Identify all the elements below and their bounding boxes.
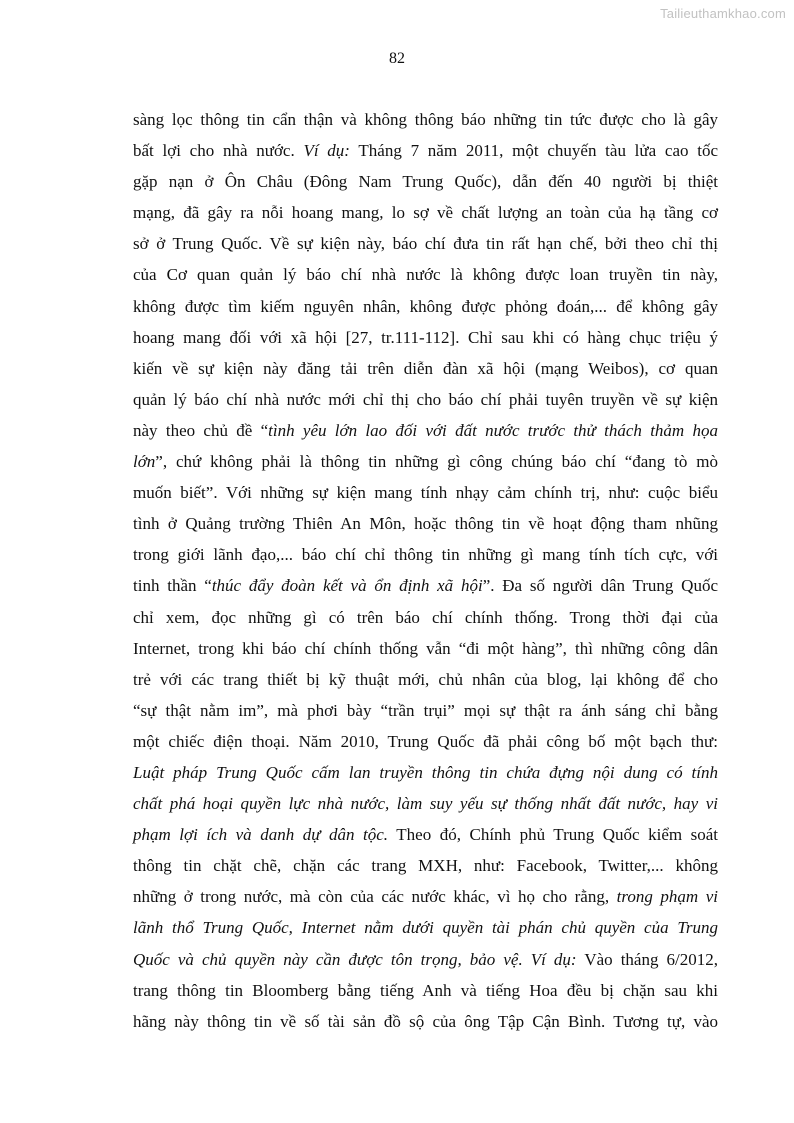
text-segment: kiến về sự kiện này đăng tải trên diễn đàn xã hội (mạng Weibos), cơ quan: [133, 358, 718, 378]
text-line: [133, 322, 718, 353]
text-segment: trẻ với các trang thiết bị kỹ thuật mới, chủ nhân của blog, lại không để cho: [133, 669, 718, 689]
text-line: [133, 602, 718, 633]
text-line: [133, 757, 718, 788]
text-segment: ”. Đa số người dân Trung Quốc: [482, 576, 719, 596]
text-segment: Internet, trong khi báo chí chính thống vẫn “đi một hàng”, thì những công dân: [133, 638, 718, 658]
text-line: [133, 788, 718, 819]
text-segment: tình ở Quảng trường Thiên An Môn, hoặc thông tin về hoạt động tham nhũng: [133, 514, 718, 534]
text-line: [133, 881, 718, 912]
text-line: [133, 446, 718, 477]
text-line: [133, 819, 718, 850]
text-segment: chỉ xem, đọc những gì có trên báo chí chính thống. Trong thời đại của: [133, 607, 718, 627]
text-segment: của Cơ quan quản lý báo chí nhà nước là không được loan truyền tin này,: [133, 265, 718, 285]
text-line: [133, 850, 718, 881]
text-segment: Tháng 7 năm 2011, một chuyến tàu lửa cao tốc: [349, 141, 718, 161]
text-segment: này theo chủ đề “: [133, 420, 269, 440]
text-line: [133, 664, 718, 695]
text-segment: mạng, đã gây ra nỗi hoang mang, lo sợ về chất lượng an toàn của hạ tầng cơ: [133, 203, 718, 223]
text-segment: gặp nạn ở Ôn Châu (Đông Nam Trung Quốc), dẫn đến 40 người bị thiệt: [133, 172, 718, 192]
text-line: [133, 228, 718, 259]
text-segment: sàng lọc thông tin cẩn thận và không thông báo những tin tức được cho là gây: [133, 110, 718, 129]
text-line: [133, 633, 718, 664]
text-line: [133, 259, 718, 290]
text-segment: Vào tháng 6/2012,: [576, 949, 719, 969]
text-line: [133, 944, 718, 975]
text-segment: sở ở Trung Quốc. Về sự kiện này, báo chí đưa tin rất hạn chế, bởi theo chỉ thị: [133, 234, 718, 254]
italic-text: Quốc và chủ quyền này cần được tôn trọng, bảo vệ. Ví dụ:: [133, 949, 577, 969]
italic-text: lớn: [133, 452, 156, 472]
text-segment: một chiếc điện thoại. Năm 2010, Trung Quốc đã phải công bố một bạch thư:: [133, 731, 718, 751]
text-segment: những ở trong nước, mà còn của các nước khác, vì họ cho rằng,: [133, 887, 617, 907]
text-segment: ”, chứ không phải là thông tin những gì công chúng báo chí “đang tò mò: [155, 452, 718, 472]
text-segment: quản lý báo chí nhà nước mới chỉ thị cho báo chí phải tuyên truyền về sự kiện: [133, 389, 718, 409]
text-line: [133, 1006, 718, 1037]
text-line: [133, 166, 718, 197]
text-segment: hãng này thông tin về số tài sản đồ sộ của ông Tập Cận Bình. Tương tự, vào: [133, 1011, 718, 1031]
italic-text: phạm lợi ích và danh dự dân tộc.: [133, 825, 389, 845]
text-segment: “sự thật nằm im”, mà phơi bày “trần trụi” mọi sự thật ra ánh sáng chỉ bằng: [133, 700, 718, 720]
text-segment: hoang mang đối với xã hội [27, tr.111-112]. Chỉ sau khi có hàng chục triệu ý: [133, 327, 718, 347]
text-line: [133, 508, 718, 539]
text-segment: muốn biết”. Với những sự kiện mang tính nhạy cảm chính trị, như: cuộc biểu: [133, 483, 718, 503]
body-text: [133, 104, 718, 1037]
text-line: [133, 135, 718, 166]
text-line: [133, 104, 718, 135]
text-line: [133, 570, 718, 601]
italic-text: Luật pháp Trung Quốc cấm lan truyền thông tin chứa đựng nội dung có tính: [133, 762, 718, 782]
text-segment: trang thông tin Bloomberg bằng tiếng Anh và tiếng Hoa đều bị chặn sau khi: [133, 980, 718, 1000]
text-line: [133, 197, 718, 228]
italic-text: thúc đẩy đoàn kết và ổn định xã hội: [211, 576, 483, 596]
text-segment: trong giới lãnh đạo,... báo chí chỉ thông tin những gì mang tính tích cực, với: [133, 545, 718, 565]
italic-text: tình yêu lớn lao đối với đất nước trước thử thách thảm họa: [268, 420, 718, 440]
text-segment: bất lợi cho nhà nước.: [133, 141, 304, 161]
text-line: [133, 975, 718, 1006]
text-line: [133, 912, 718, 943]
text-segment: không được tìm kiếm nguyên nhân, không được phỏng đoán,... để không gây: [133, 296, 718, 316]
page-number: 82: [389, 50, 405, 67]
text-line: [133, 477, 718, 508]
text-line: [133, 695, 718, 726]
text-segment: tinh thần “: [133, 576, 212, 596]
text-line: [133, 726, 718, 757]
text-line: [133, 539, 718, 570]
text-segment: Theo đó, Chính phủ Trung Quốc kiểm soát: [388, 825, 718, 845]
italic-text: chất phá hoại quyền lực nhà nước, làm suy yếu sự thống nhất đất nước, hay vi: [133, 794, 718, 814]
text-line: [133, 353, 718, 384]
text-line: [133, 415, 718, 446]
text-line: [133, 384, 718, 415]
text-segment: thông tin chặt chẽ, chặn các trang MXH, như: Facebook, Twitter,... không: [133, 856, 718, 876]
watermark: Tailieuthamkhao.com: [660, 6, 786, 21]
italic-text: trong phạm vi: [616, 887, 718, 907]
text-line: [133, 291, 718, 322]
italic-text: lãnh thổ Trung Quốc, Internet nằm dưới quyền tài phán chủ quyền của Trung: [133, 918, 718, 938]
italic-text: Ví dụ:: [303, 141, 350, 161]
